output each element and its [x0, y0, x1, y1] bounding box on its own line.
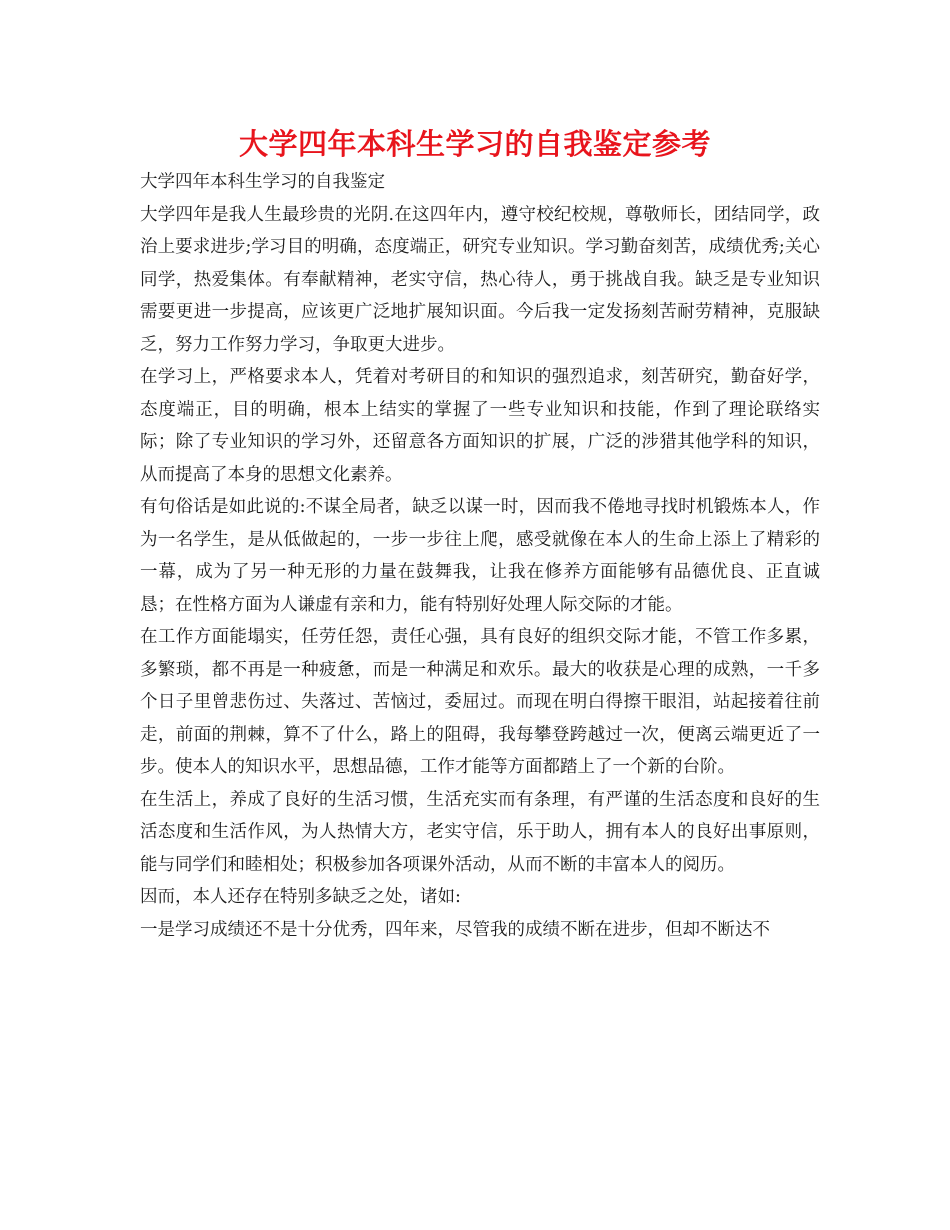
body-paragraph: 有句俗话是如此说的:不谋全局者，缺乏以谋一时，因而我不倦地寻找时机锻炼本人，作为一名学生，是从低做起的，一步一步往上爬，感受就像在本人的生命上添上了精彩的一幕，成为了另一种无形的力量在鼓舞我，让我在修养方面能够有品德优良、正直诚恳；在性格方面为人谦虚有亲和力，能有特别好处理人际交际的才能。 — [140, 497, 820, 615]
body-paragraph: 一是学习成绩还不是十分优秀，四年来，尽管我的成绩不断在进步，但却不断达不 — [140, 919, 770, 940]
subtitle-paragraph: 大学四年本科生学习的自我鉴定 — [140, 172, 385, 192]
document-title: 大学四年本科生学习的自我鉴定参考 — [238, 127, 711, 161]
body-paragraph: 大学四年是我人生最珍贵的光阴.在这四年内，遵守校纪校规，尊敬师长，团结同学，政治上要求进步;学习目的明确，态度端正，研究专业知识。学习勤奋刻苦，成绩优秀;关心同学，热爱集体。有奉献精神，老实守信，热心待人，勇于挑战自我。缺乏是专业知识需要更进一步提高，应该更广泛地扩展知识面。今后我一定发扬刻苦耐劳精神，克服缺乏，努力工作努力学习，争取更大进步。 — [140, 204, 820, 355]
body-paragraph: 在工作方面能塌实，任劳任怨，责任心强，具有良好的组织交际才能，不管工作多累，多繁琐，都不再是一种疲惫，而是一种满足和欢乐。最大的收获是心理的成熟，一千多个日子里曾悲伤过、失落过、苦恼过，委屈过。而现在明白得擦干眼泪，站起接着往前走，前面的荆棘，算不了什么，路上的阻碍，我每攀登跨越过一次，便离云端更近了一步。使本人的知识水平，思想品德，工作才能等方面都踏上了一个新的台阶。 — [140, 627, 820, 777]
body-paragraph: 在生活上，养成了良好的生活习惯，生活充实而有条理，有严谨的生活态度和良好的生活态度和生活作风，为人热情大方，老实守信，乐于助人，拥有本人的良好出事原则，能与同学们和睦相处；积极参加各项课外活动，从而不断的丰富本人的阅历。 — [140, 789, 820, 875]
body-paragraph: 在学习上，严格要求本人，凭着对考研目的和知识的强烈追求，刻苦研究，勤奋好学，态度端正，目的明确，根本上结实的掌握了一些专业知识和技能，作到了理论联络实际；除了专业知识的学习外，还留意各方面知识的扩展，广泛的涉猎其他学科的知识，从而提高了本身的思想文化素养。 — [140, 367, 820, 485]
body-paragraph: 因而，本人还存在特别多缺乏之处，诸如: — [140, 887, 461, 907]
document-body — [140, 166, 820, 946]
